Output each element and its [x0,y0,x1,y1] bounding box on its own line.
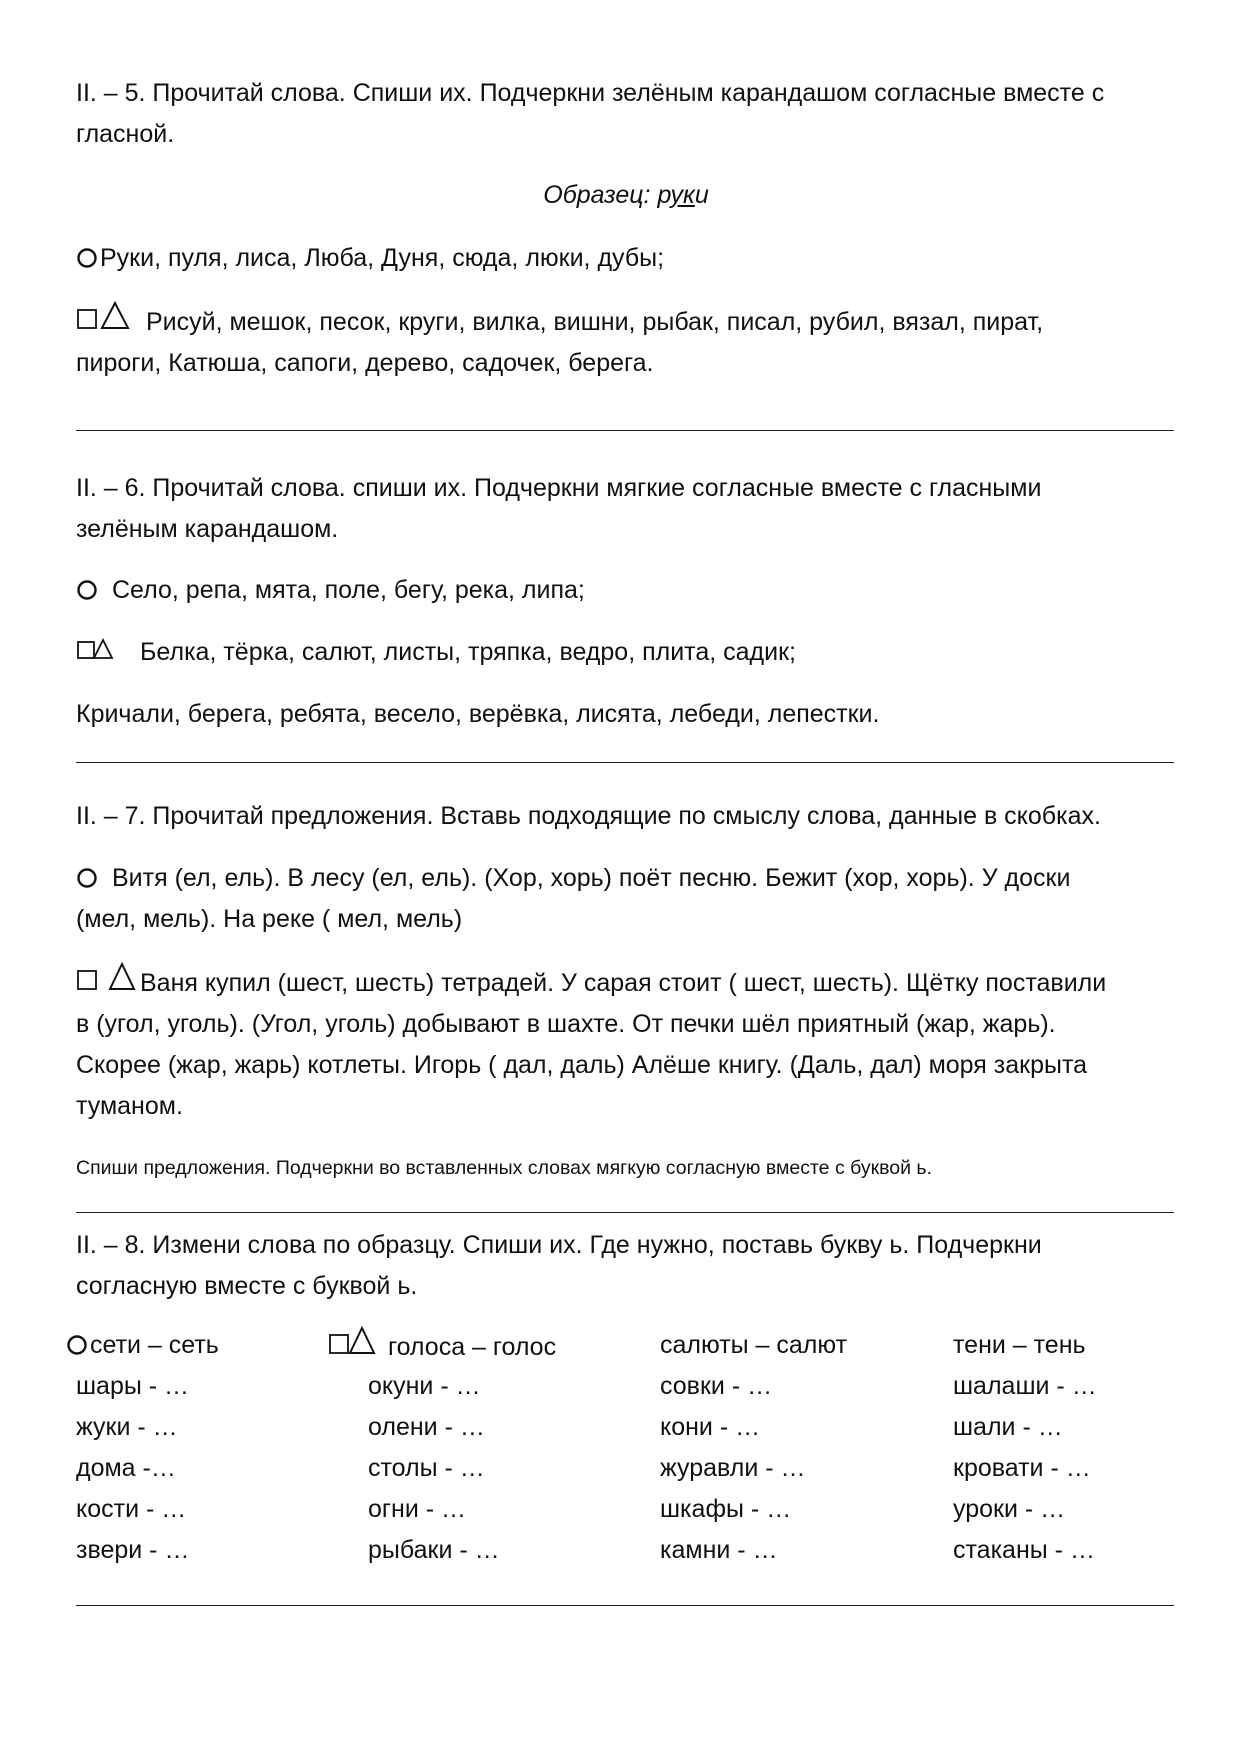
square-triangle-icon [76,300,146,332]
word-item: кровати - … [953,1454,1091,1482]
word-item: жуки - … [76,1413,178,1441]
task8-header-line2: согласную вместе с буквой ь. [76,1272,418,1300]
word-item: шкафы - … [660,1495,792,1523]
circle-icon [66,1334,90,1356]
word-item: кости - … [76,1495,187,1523]
circle-icon [76,247,100,269]
sample-word-underlined: ук [670,181,695,209]
task8-header [76,1225,1176,1307]
square-triangle-icon [76,961,140,993]
word-column-1 [66,1325,219,1571]
word-item: стаканы - … [953,1536,1095,1564]
word-item: камни - … [660,1536,778,1564]
divider-line [76,430,1174,431]
task7-level2-line4: туманом. [76,1092,183,1120]
task7-level1-line2: (мел, мель). На реке ( мел, мель) [76,905,463,933]
task7-level2 [76,961,1176,1127]
square-triangle-icon [328,1325,388,1357]
task6-header-line2: зелёным карандашом. [76,515,339,543]
task6-level2 [76,632,1176,673]
task7-level1-line1: Витя (ел, ель). В лесу (ел, ель). (Хор, хорь) поёт песню. Бежит (хор, хорь). У доски [112,864,1071,892]
sample-prefix: Образец: [543,181,658,209]
circle-icon [76,579,112,601]
sample-word-a: р [657,181,671,209]
task5-level1 [76,238,1176,279]
task5-sample [76,175,1176,216]
word-item: шали - … [953,1413,1063,1441]
task7-note: Спиши предложения. Подчеркни во вставленных словах мягкую согласную вместе с буквой ь. [76,1157,933,1179]
task6-header-line1: II. – 6. Прочитай слова. спиши их. Подчеркни мягкие согласные вместе с гласными [76,474,1042,502]
square-triangle-icon [76,638,140,662]
task5-level2-line1: Рисуй, мешок, песок, круги, вилка, вишни, рыбак, писал, рубил, вязал, пират, [146,308,1044,336]
word-column-3 [660,1325,847,1571]
word-item: огни - … [368,1495,467,1523]
task6-level2-text: Белка, тёрка, салют, листы, тряпка, ведро, плита, садик; [140,638,796,666]
word-item: олени - … [368,1413,485,1441]
divider-line [76,762,1174,763]
word-item: салюты – салют [660,1331,848,1359]
word-item: голоса – голос [388,1333,557,1361]
word-item: дома -… [76,1454,176,1482]
task6-header [76,468,1176,550]
word-item: шары - … [76,1372,190,1400]
word-item: окуни - … [368,1372,481,1400]
task7-level2-line1: Ваня купил (шест, шесть) тетрадей. У сарая стоит ( шест, шесть). Щётку поставили [140,969,1107,997]
task7-level2-line3: Скорее (жар, жарь) котлеты. Игорь ( дал, даль) Алёше книгу. (Даль, дал) моря закрыта [76,1051,1088,1079]
word-item: звери - … [76,1536,190,1564]
word-item: столы - … [368,1454,485,1482]
task5-level2 [76,300,1176,384]
word-item: совки - … [660,1372,773,1400]
divider-line [76,1212,1174,1213]
word-column-2 [328,1325,556,1571]
task5-header [76,73,1176,155]
task5-level1-text: Руки, пуля, лиса, Люба, Дуня, сюда, люки, дубы; [100,244,665,272]
divider-line [76,1605,1174,1606]
word-item: журавли - … [660,1454,806,1482]
task7-level1 [76,858,1176,940]
sample-word-c: и [694,181,709,209]
task6-level3: Кричали, берега, ребята, весело, верёвка, лисята, лебеди, лепестки. [76,700,880,728]
task5-level2-line2: пироги, Катюша, сапоги, дерево, садочек, берега. [76,349,654,377]
word-column-4 [953,1325,1097,1571]
task8-header-line1: II. – 8. Измени слова по образцу. Спиши их. Где нужно, поставь букву ь. Подчеркни [76,1231,1042,1259]
word-item: кони - … [660,1413,761,1441]
task7-header: II. – 7. Прочитай предложения. Вставь подходящие по смыслу слова, данные в скобках. [76,802,1101,830]
task6-level1-text: Село, репа, мята, поле, бегу, река, липа; [112,576,585,604]
word-item: шалаши - … [953,1372,1097,1400]
circle-icon [76,867,112,889]
word-item: сети – сеть [90,1331,219,1359]
word-item: уроки - … [953,1495,1066,1523]
word-item: тени – тень [953,1331,1086,1359]
word-item: рыбаки - … [368,1536,500,1564]
task5-header-line1: II. – 5. Прочитай слова. Спиши их. Подчеркни зелёным карандашом согласные вместе с [76,79,1105,107]
task6-level1 [76,570,1176,611]
task5-header-line2: гласной. [76,120,175,148]
task7-level2-line2: в (угол, уголь). (Угол, уголь) добывают в шахте. От печки шёл приятный (жар, жарь). [76,1010,1056,1038]
